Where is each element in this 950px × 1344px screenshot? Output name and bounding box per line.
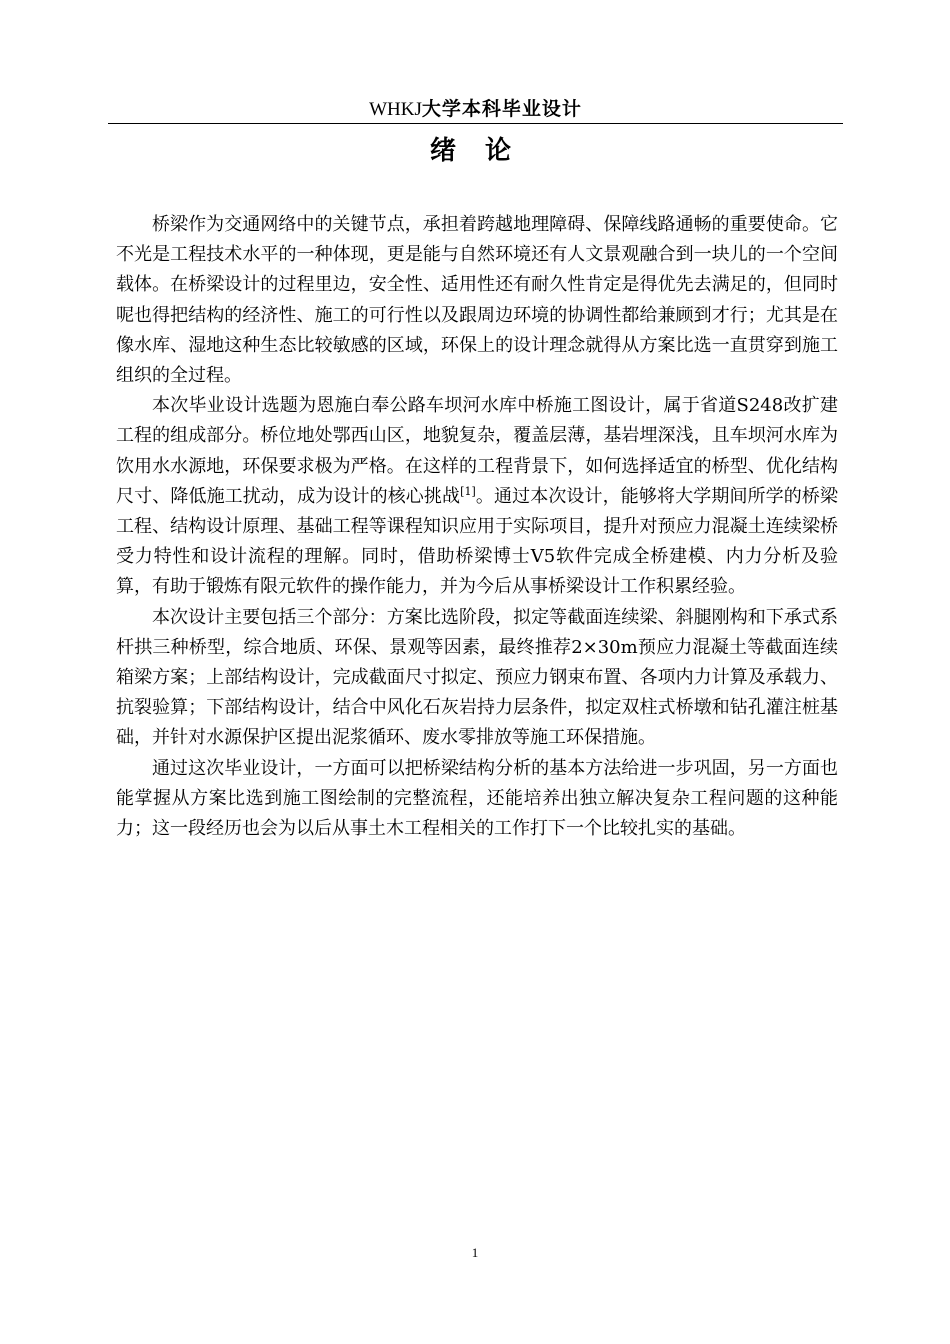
paragraph-2-text-after: 。通过本次设计，能够将大学期间所学的桥梁工程、结构设计原理、基础工程等课程知识应用于实际项目，提升对预应力混凝土连续梁桥受力特性和设计流程的理解。同时，借助桥梁博士V5软件完成全桥建模、内力分析及验算，有助于锻炼有限元软件的操作能力，并为今后从事桥梁设计工作积累经验。	[116, 485, 839, 598]
paragraph-2-text-before: 本次毕业设计选题为恩施白奉公路车坝河水库中桥施工图设计，属于省道S248改扩建工程的组成部分。桥位地处鄂西山区，地貌复杂，覆盖层薄，基岩埋深浅，且车坝河水库为饮用水水源地，环保要求极为严格。在这样的工程背景下，如何选择适宜的桥型、优化结构尺寸、降低施工扰动，成为设计的核心挑战	[116, 395, 838, 507]
paragraph-4: 通过这次毕业设计，一方面可以把桥梁结构分析的基本方法给进一步巩固，另一方面也能掌握从方案比选到施工图绘制的完整流程，还能培养出独立解决复杂工程问题的这种能力；这一段经历也会为以后从事土木工程相关的工作打下一个比较扎实的基础。	[116, 757, 838, 840]
citation-marker: [1]	[460, 484, 476, 498]
page-number: 1	[471, 1245, 479, 1260]
header-rule	[108, 123, 843, 124]
header-institution: WHKJ	[369, 99, 422, 120]
body-text	[116, 210, 838, 844]
paragraph-1: 桥梁作为交通网络中的关键节点，承担着跨越地理障碍、保障线路通畅的重要使命。它不光是工程技术水平的一种体现，更是能与自然环境还有人文景观融合到一块儿的一个空间载体。在桥梁设计的过程里边，安全性、适用性还有耐久性肯定是得优先去满足的，但同时呢也得把结构的经济性、施工的可行性以及跟周边环境的协调性都给兼顾到才行；尤其是在像水库、湿地这种生态比较敏感的区域，环保上的设计理念就得从方案比选一直贯穿到施工组织的全过程。	[116, 214, 838, 387]
paragraph-3: 本次设计主要包括三个部分：方案比选阶段，拟定等截面连续梁、斜腿刚构和下承式系杆拱三种桥型，综合地质、环保、景观等因素，最终推荐2×30m预应力混凝土等截面连续箱梁方案；上部结构设计，完成截面尺寸拟定、预应力钢束布置、各项内力计算及承载力、抗裂验算；下部结构设计，结合中风化石灰岩持力层条件，拟定双柱式桥墩和钻孔灌注桩基础，并针对水源保护区提出泥浆循环、废水零排放等施工环保措施。	[116, 606, 838, 749]
chapter-title: 绪 论	[429, 136, 522, 166]
header-title: 大学本科毕业设计	[421, 98, 582, 120]
running-header	[108, 96, 843, 123]
paragraph-2	[116, 391, 838, 602]
